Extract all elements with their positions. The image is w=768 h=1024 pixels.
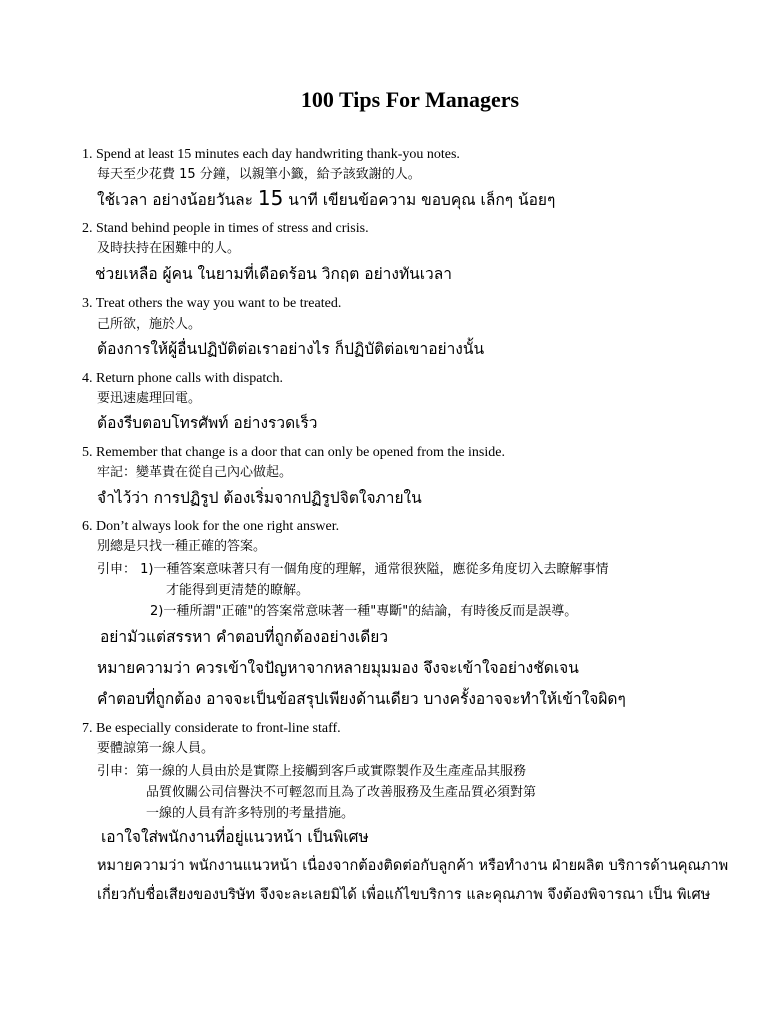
tip-6-english: 6. Don’t always look for the one right answer. bbox=[82, 519, 340, 534]
tip-7-thai-1: เอาใจใส่พนักงานที่อยู่แนวหน้า เป็นพิเศษ bbox=[101, 828, 369, 846]
tip-6-note-1: 引申： 1)一種答案意味著只有一個角度的理解，通常很狹隘，應從多角度切入去瞭解事情 bbox=[97, 562, 609, 577]
tip-3-english: 3. Treat others the way you want to be treated. bbox=[82, 296, 342, 311]
tip-7-note-1: 引申：第一線的人員由於是實際上接觸到客戶或實際製作及生產產品其服務 bbox=[97, 764, 527, 779]
tip-1-english: 1. Spend at least 15 minutes each day handwriting thank-you notes. bbox=[82, 147, 460, 162]
tip-2-english: 2. Stand behind people in times of stress and crisis. bbox=[82, 221, 369, 236]
tip-6-chinese: 別總是只找一種正確的答案。 bbox=[97, 539, 267, 554]
tip-7-english: 7. Be especially considerate to front-line staff. bbox=[82, 721, 341, 736]
tip-4-chinese: 要迅速處理回電。 bbox=[97, 391, 202, 406]
tip-5-english: 5. Remember that change is a door that can only be opened from the inside. bbox=[82, 445, 505, 460]
page-title: 100 Tips For Managers bbox=[300, 87, 520, 112]
tip-7-thai-2: หมายความว่า พนักงานแนวหน้า เนื่องจากต้องติดต่อกับลูกค้า หรือทำงาน ฝ่ายผลิต บริการด้านคุณภาพ bbox=[97, 858, 729, 874]
tip-4-english: 4. Return phone calls with dispatch. bbox=[82, 371, 284, 386]
tip-6-thai-3: คำตอบที่ถูกต้อง อาจจะเป็นข้อสรุปเพียงด้านเดียว บางครั้งอาจจะทำให้เข้าใจผิดๆ bbox=[97, 690, 626, 708]
tip-5-thai: จำไว้ว่า การปฏิรูป ต้องเริ่มจากปฏิรูปจิตใจภายใน bbox=[97, 489, 422, 507]
tip-6-thai-2: หมายความว่า ควรเข้าใจปัญหาจากหลายมุมมอง จึงจะเข้าใจอย่างชัดเจน bbox=[97, 659, 579, 677]
tip-2-thai: ช่วยเหลือ ผู้คน ในยามที่เดือดร้อน วิกฤต อย่างทันเวลา bbox=[95, 265, 452, 283]
tip-2-chinese: 及時扶持在困難中的人。 bbox=[97, 241, 241, 256]
tip-1-chinese: 每天至少花費 15 分鐘，以親筆小籤，給予該致謝的人。 bbox=[97, 167, 421, 182]
tip-5-chinese: 牢記：變革貴在從自己內心做起。 bbox=[97, 465, 293, 480]
tip-7-thai-3: เกี่ยวกับชื่อเสียงของบริษัท จึงจะละเลยมิได้ เพื่อแก้ไขบริการ และคุณภาพ จึงต้องพิจารณา เป็น พิเศษ bbox=[97, 887, 711, 903]
tip-6-note-2: 才能得到更清楚的瞭解。 bbox=[166, 583, 310, 598]
tip-1-thai-post: นาที เขียนข้อความ ขอบคุณ เล็กๆ น้อยๆ bbox=[283, 191, 556, 209]
tip-3-thai: ต้องการให้ผู้อื่นปฏิบัติต่อเราอย่างไร ก็ปฏิบัติต่อเขาอย่างนั้น bbox=[97, 340, 485, 358]
tip-1-thai-number: 15 bbox=[257, 186, 284, 210]
tip-1-thai bbox=[97, 187, 555, 211]
tip-7-note-2: 品質攸關公司信譽決不可輕忽而且為了改善服務及生產品質必須對第 bbox=[146, 785, 537, 800]
tip-7-note-3: 一線的人員有許多特別的考量措施。 bbox=[146, 806, 355, 821]
tip-3-chinese: 己所欲，施於人。 bbox=[97, 317, 202, 332]
tip-1-thai-pre: ใช้เวลา อย่างน้อยวันละ bbox=[97, 191, 258, 209]
tip-6-thai-1: อย่ามัวแต่สรรหา คำตอบที่ถูกต้องอย่างเดียว bbox=[100, 628, 389, 646]
tip-7-chinese: 要體諒第一線人員。 bbox=[97, 741, 215, 756]
tip-6-note-3: 2)一種所謂"正確"的答案常意味著一種"專斷"的結論，有時後反而是誤導。 bbox=[150, 604, 578, 619]
tip-4-thai: ต้องรีบตอบโทรศัพท์ อย่างรวดเร็ว bbox=[97, 414, 318, 432]
